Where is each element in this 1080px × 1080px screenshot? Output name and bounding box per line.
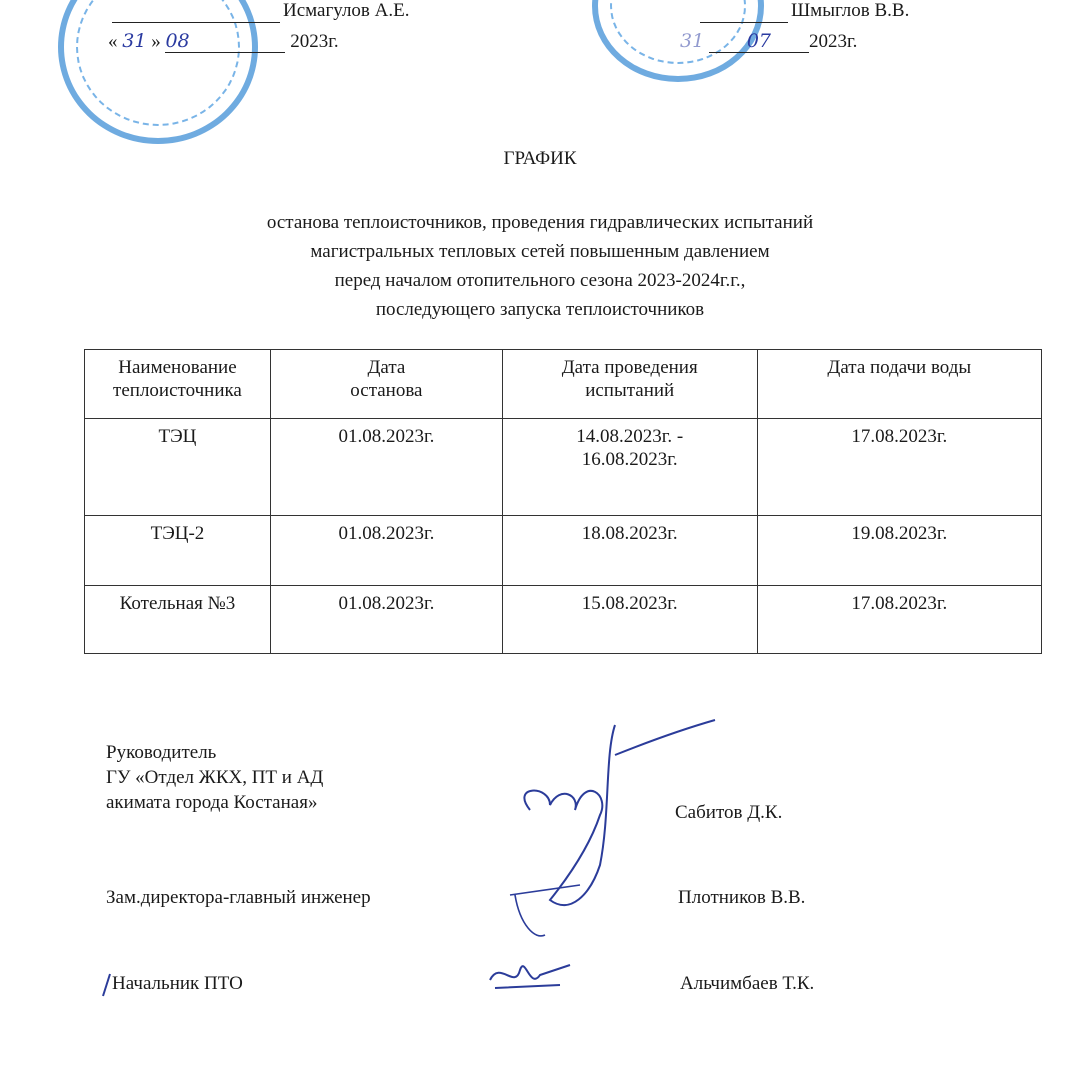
signatory-name: Сабитов Д.К. [675,802,783,823]
subtitle-line: перед началом отопительного сезона 2023-2024г.г., [334,270,746,291]
header-cell: Наименование теплоисточника [85,350,271,419]
cell: 15.08.2023г. [502,586,757,654]
signature-line [112,22,280,23]
document-subtitle [0,208,1080,324]
position-line: Руководитель [106,742,217,763]
signatory-name: Альчимбаев Т.К. [680,973,815,994]
document-title: ГРАФИК [503,148,577,169]
header-cell: Дата проведения испытаний [502,350,757,419]
cell: 01.08.2023г. [270,419,502,516]
day: 31 [680,30,705,52]
table-header-row [85,350,1042,419]
subtitle-line: магистральных тепловых сетей повышенным давлением [310,241,770,262]
handwritten-signature [470,950,580,1000]
cell: 18.08.2023г. [502,516,757,586]
year: 2023г. [290,31,339,52]
cell: 19.08.2023г. [757,516,1041,586]
handwritten-signature [490,715,720,945]
signature-line [700,22,788,23]
position-line: акимата города Костаная» [106,792,318,813]
subtitle-line: останова теплоисточников, проведения гидравлических испытаний [266,212,814,233]
signatory-position: Зам.директора-главный инженер [106,887,371,908]
subtitle-line: последующего запуска теплоисточников [375,299,705,320]
approver-left-name: Исмагулов А.Е. [283,0,410,21]
month: 08 [165,30,285,53]
cell: 01.08.2023г. [270,516,502,586]
day: 31 [122,30,147,52]
table-row [85,586,1042,654]
table-row [85,516,1042,586]
month: 07 [709,30,809,53]
signatory-position: Начальник ПТО [112,973,243,994]
signatory-position [106,740,323,815]
approval-date-right [680,30,857,53]
approver-right-name: Шмыглов В.В. [791,0,910,21]
cell: 14.08.2023г. - 16.08.2023г. [502,419,757,516]
pen-mark [100,972,114,998]
header-cell: Дата останова [270,350,502,419]
cell: Котельная №3 [85,586,271,654]
cell: ТЭЦ-2 [85,516,271,586]
approval-date-left: « 31 » 08 2023г. [108,30,339,52]
cell: 17.08.2023г. [757,419,1041,516]
cell: ТЭЦ [85,419,271,516]
table-row [85,419,1042,516]
header-cell: Дата подачи воды [757,350,1041,419]
cell: 17.08.2023г. [757,586,1041,654]
cell: 01.08.2023г. [270,586,502,654]
signatory-name: Плотников В.В. [678,887,806,908]
position-line: ГУ «Отдел ЖКХ, ПТ и АД [106,767,324,788]
year: 2023г. [808,31,858,52]
schedule-table [84,349,1042,654]
